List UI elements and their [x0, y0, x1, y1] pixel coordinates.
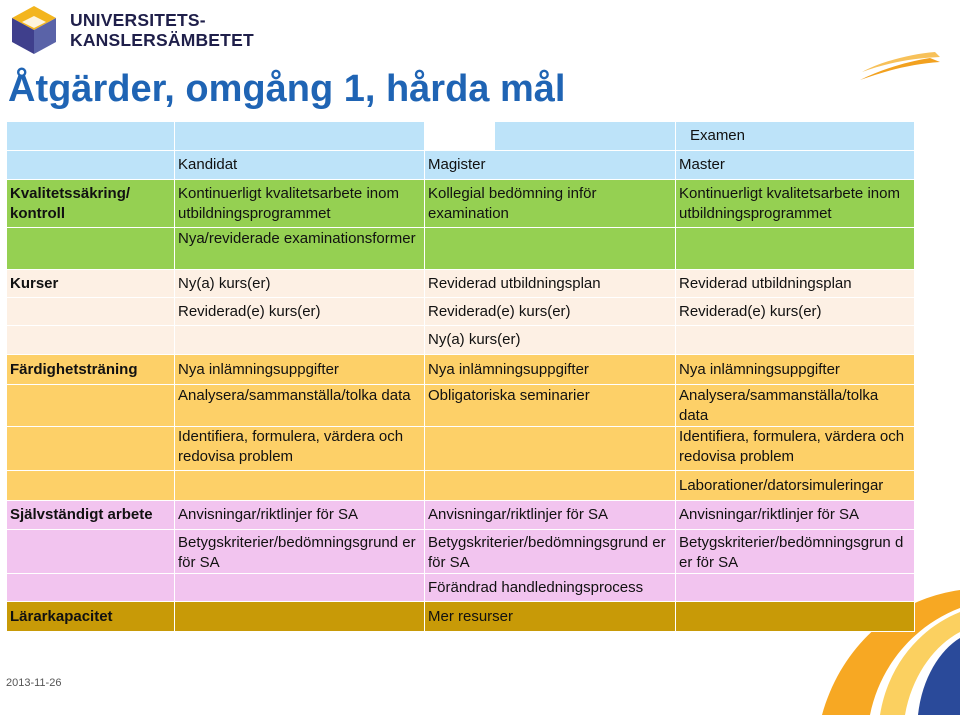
- measures-table: [6, 121, 915, 632]
- label-kurser: Kurser: [7, 270, 175, 298]
- header-magister: Magister: [425, 151, 676, 180]
- label-lararkapacitet: Lärarkapacitet: [7, 602, 175, 632]
- cell-empty: [175, 471, 425, 501]
- cell-fardighet-r2-kandidat: Analysera/sammanställa/tolka data: [175, 385, 425, 427]
- page-title: Åtgärder, omgång 1, hårda mål: [8, 68, 566, 110]
- label-sjalvstandigt-arbete: Självständigt arbete: [7, 501, 175, 530]
- header-corner: [7, 151, 175, 180]
- label-spacer: [7, 385, 175, 427]
- cell-fardighet-r1-kandidat: Nya inlämningsuppgifter: [175, 355, 425, 385]
- cell-kurser-r4-magister: Ny(a) kurs(er): [425, 326, 676, 355]
- cell-kurser-r1-kandidat: Nya/reviderade examinationsformer: [175, 228, 425, 270]
- label-spacer: [7, 228, 175, 270]
- logo: [8, 4, 258, 56]
- header-kandidat: Kandidat: [175, 151, 425, 180]
- cell-fardighet-r3-master: Identifiera, formulera, värdera och redovisa problem: [676, 427, 915, 471]
- header-row-examen: [7, 122, 915, 151]
- row-kurser-2: [7, 270, 915, 298]
- cell-kurser-r3-master: Reviderad(e) kurs(er): [676, 298, 915, 326]
- cell-sa-r3-magister: Förändrad handledningsprocess: [425, 574, 676, 602]
- row-fardighet-4: [7, 471, 915, 501]
- label-spacer: [7, 427, 175, 471]
- cell-sa-r1-magister: Anvisningar/riktlinjer för SA: [425, 501, 676, 530]
- cell-larare-magister: Mer resurser: [425, 602, 676, 632]
- cell-empty: [676, 326, 915, 355]
- cell-kurser-r2-kandidat: Ny(a) kurs(er): [175, 270, 425, 298]
- label-spacer: [7, 326, 175, 355]
- logo-text: UNIVERSITETS- KANSLERSÄMBETET: [70, 10, 254, 50]
- cell-kurser-r2-master: Reviderad utbildningsplan: [676, 270, 915, 298]
- cell-kvalitet-master: Kontinuerligt kvalitetsarbete inom utbildningsprogrammet: [676, 180, 915, 228]
- cell-fardighet-r1-magister: Nya inlämningsuppgifter: [425, 355, 676, 385]
- row-fardighet-1: [7, 355, 915, 385]
- header-examen: Examen: [495, 122, 746, 151]
- cell-fardighet-r3-kandidat: Identifiera, formulera, värdera och redovisa problem: [175, 427, 425, 471]
- label-spacer: [7, 471, 175, 501]
- cell-kurser-r3-kandidat: Reviderad(e) kurs(er): [175, 298, 425, 326]
- row-sjalvstandigt-1: [7, 501, 915, 530]
- slide-date: 2013-11-26: [6, 677, 62, 689]
- cell-empty: [676, 602, 915, 632]
- header-spacer: [175, 122, 425, 151]
- header-corner: [7, 122, 175, 151]
- row-fardighet-3: [7, 427, 915, 471]
- cell-empty: [676, 574, 915, 602]
- label-spacer: [7, 298, 175, 326]
- row-kurser-1: [7, 228, 915, 270]
- cell-fardighet-r1-master: Nya inlämningsuppgifter: [676, 355, 915, 385]
- label-kvalitetssakring: Kvalitetssäkring/ kontroll: [7, 180, 175, 228]
- cell-kurser-r3-magister: Reviderad(e) kurs(er): [425, 298, 676, 326]
- header-master: Master: [676, 151, 915, 180]
- cell-kurser-r2-magister: Reviderad utbildningsplan: [425, 270, 676, 298]
- cell-empty: [425, 427, 676, 471]
- cell-empty: [175, 326, 425, 355]
- label-spacer: [7, 530, 175, 574]
- cell-fardighet-r2-master: Analysera/sammanställa/tolka data: [676, 385, 915, 427]
- cell-sa-r1-master: Anvisningar/riktlinjer för SA: [676, 501, 915, 530]
- cell-empty: [425, 228, 676, 270]
- row-lararkapacitet: [7, 602, 915, 632]
- cell-sa-r2-kandidat: Betygskriterier/bedömningsgrund er för SA: [175, 530, 425, 574]
- cell-empty: [425, 471, 676, 501]
- cell-fardighet-r4-master: Laborationer/datorsimuleringar: [676, 471, 915, 501]
- header-row-levels: [7, 151, 915, 180]
- logo-cube-icon: [8, 4, 60, 56]
- cell-empty: [175, 602, 425, 632]
- row-kvalitetssakring: [7, 180, 915, 228]
- cell-sa-r2-magister: Betygskriterier/bedömningsgrund er för SA: [425, 530, 676, 574]
- cell-empty: [676, 228, 915, 270]
- cell-fardighet-r2-magister: Obligatoriska seminarier: [425, 385, 676, 427]
- row-kurser-3: [7, 298, 915, 326]
- row-fardighet-2: [7, 385, 915, 427]
- row-sjalvstandigt-3: [7, 574, 915, 602]
- cell-kvalitet-magister: Kollegial bedömning inför examination: [425, 180, 676, 228]
- label-fardighetstraning: Färdighetsträning: [7, 355, 175, 385]
- cell-sa-r2-master: Betygskriterier/bedömningsgrun der för SA: [676, 530, 915, 574]
- row-sjalvstandigt-2: [7, 530, 915, 574]
- cell-sa-r1-kandidat: Anvisningar/riktlinjer för SA: [175, 501, 425, 530]
- cell-empty: [175, 574, 425, 602]
- label-spacer: [7, 574, 175, 602]
- cell-kvalitet-kandidat: Kontinuerligt kvalitetsarbete inom utbildningsprogrammet: [175, 180, 425, 228]
- row-kurser-4: [7, 326, 915, 355]
